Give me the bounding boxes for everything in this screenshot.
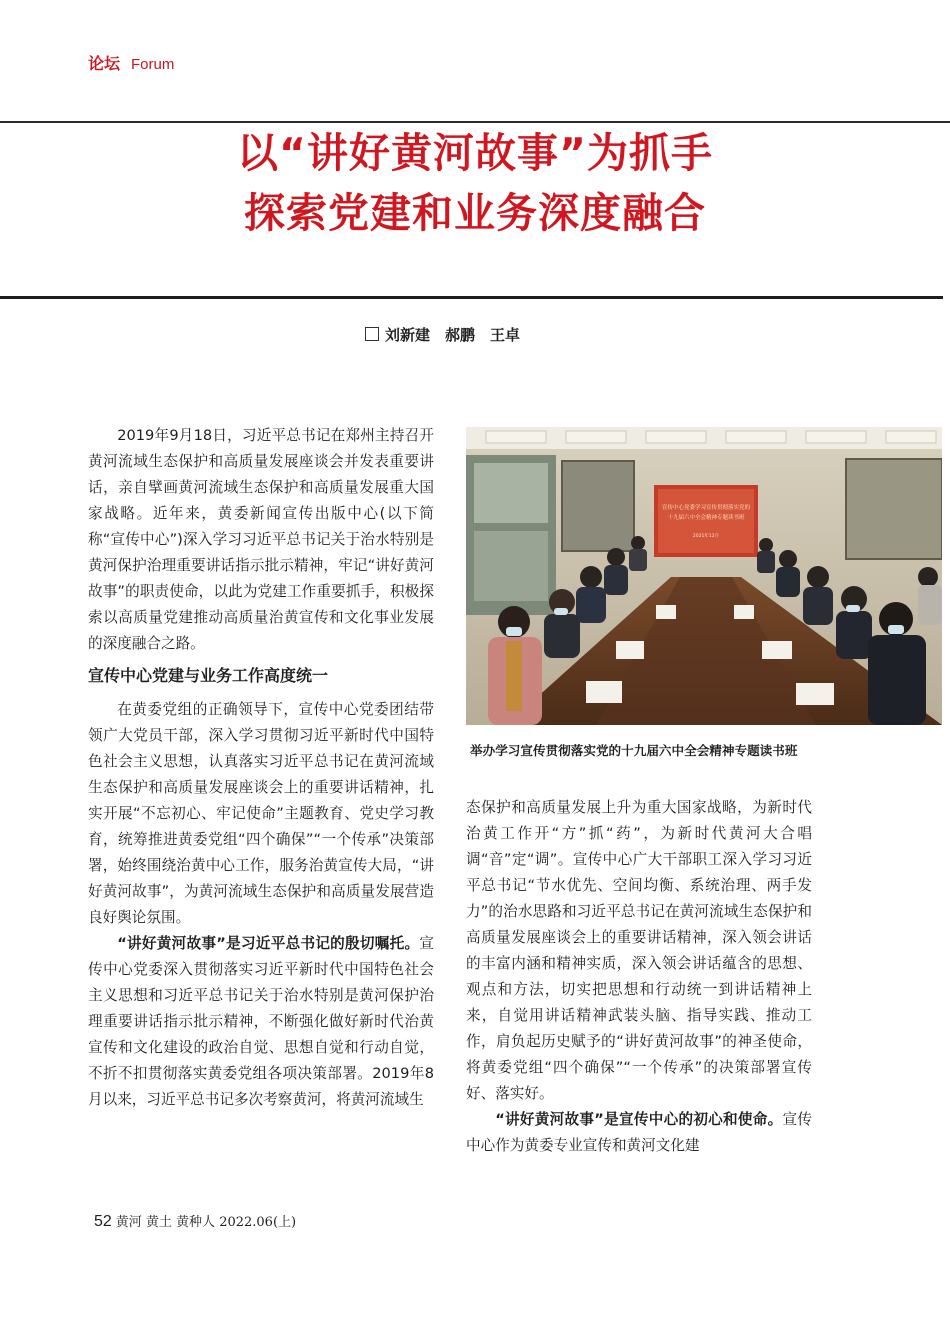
page-footer (94, 1212, 296, 1233)
body-paragraph: 在黄委党组的正确领导下，宣传中心党委团结带领广大党员干部，深入学习贯彻习近平新时代中国特色社会主义思想，认真落实习近平总书记在黄河流域生态保护和高质量发展座谈会上的重要讲话精神，扎实开展“不忘初心、牢记使命”主题教育、党史学习教育，统筹推进黄委党组“四个确保”“一个传承”决策部署，始终围绕治黄中心工作，服务治黄宣传大局，“讲好黄河故事”，为黄河流域生态保护和高质量发展营造良好舆论氛围。 (88, 701, 434, 926)
screen-text-line-1: 宣传中心党委学习宣传贯彻落实党的 (661, 505, 751, 511)
right-column (466, 795, 812, 1159)
article-title-line-2: 探索党建和业务深度融合 (244, 189, 706, 237)
body-paragraph-continued: 态保护和高质量发展上升为重大国家战略，为新时代治黄工作开“方”抓“药”，为新时代黄河大合唱调“音”定“调”。宣传中心广大干部职工深入学习习近平总书记“节水优先、空间均衡、系统治理、两手发力”的治水思路和习近平总书记在黄河流域生态保护和高质量发展座谈会上的重要讲话精神，深入领会讲话的丰富内涵和精神实质，深入领会讲话蕴含的思想、观点和方法，切实把思想和行动统一到讲话精神上来，自觉用讲话精神武装头脑、指导实践、推动工作，肩负起历史赋予的“讲好黄河故事”的神圣使命，将黄委党组“四个确保”“一个传承”的决策部署宣传好、落实好。 (466, 799, 812, 1102)
photo-caption: 举办学习宣传贯彻落实党的十九届六中全会精神专题读书班 (470, 743, 798, 758)
section-label: 论坛 (88, 54, 121, 73)
paragraph-text: 宣传中心党委深入贯彻落实习近平新时代中国特色社会主义思想和习近平总书记关于治水特别是黄河保护治理重要讲话指示批示精神，不断强化做好新时代治黄宣传和文化建设的政治自觉、思想自觉和行动自觉，不折不扣贯彻落实黄委党组各项决策部署。2019年8月以来，习近平总书记多次考察黄河，将黄河流域生 (88, 935, 434, 1108)
screen-text-line-3: 2021年12月 (692, 534, 720, 539)
paragraph-text: 宣传中心作为黄委专业宣传和黄河文化建 (466, 1111, 812, 1154)
section-label-english: Forum (131, 56, 175, 73)
header-rule (0, 121, 950, 123)
lead-sentence: “讲好黄河故事”是宣传中心的初心和使命。 (495, 1111, 783, 1128)
publication-info: 黄河 黄土 黄种人 2022.06(上) (115, 1215, 297, 1230)
title-rule (0, 296, 943, 299)
article-title-line-1: 以“讲好黄河故事”为抓手 (237, 129, 713, 177)
body-paragraph (466, 1107, 812, 1159)
meeting-photo (466, 427, 942, 725)
body-paragraph (88, 931, 434, 1113)
byline (365, 325, 520, 345)
authors: 刘新建 郝鹏 王卓 (385, 326, 521, 344)
subheading: 宣传中心党建与业务工作高度统一 (88, 666, 329, 685)
intro-paragraph: 2019年9月18日，习近平总书记在郑州主持召开黄河流域生态保护和高质量发展座谈会并发表重要讲话，亲自擘画黄河流域生态保护和高质量发展重大国家战略。近年来，黄委新闻宣传出版中心(以下简称“宣传中心”)深入学习习近平总书记关于治水特别是黄河保护治理重要讲话指示批示精神，牢记“讲好黄河故事”的职责使命，以此为党建工作重要抓手，积极探索以高质量党建推动高质量治黄宣传和文化事业发展的深度融合之路。 (88, 427, 434, 652)
screen-text-line-2: 十九届六中全会精神专题读书班 (667, 515, 745, 521)
byline-box-icon (365, 327, 379, 341)
page-number: 52 (94, 1213, 112, 1230)
lead-sentence: “讲好黄河故事”是习近平总书记的殷切嘱托。 (117, 935, 420, 952)
left-column (88, 423, 434, 1113)
